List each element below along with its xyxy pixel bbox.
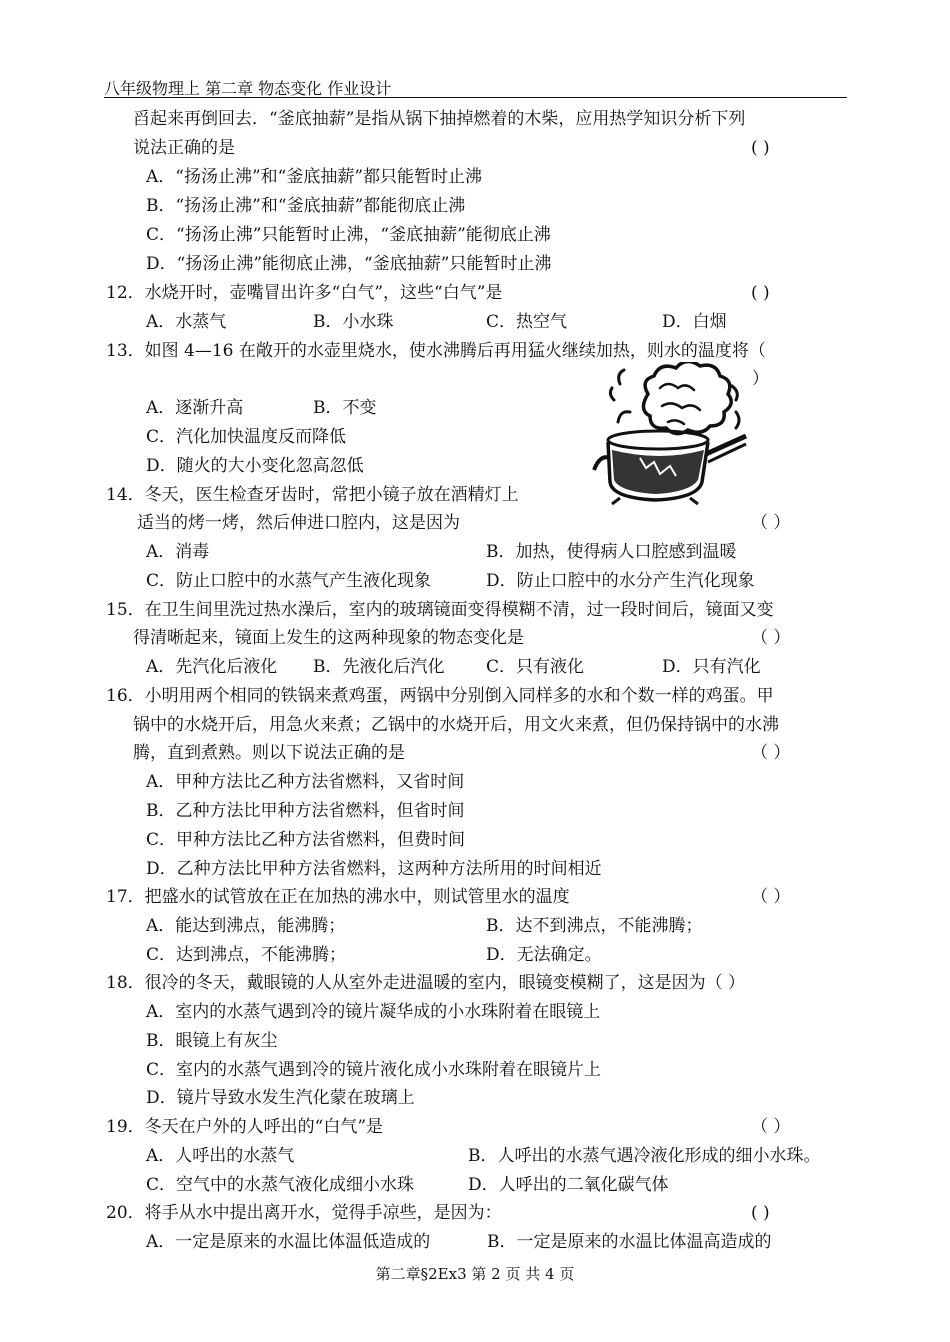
q18-stem: 18．很冷的冬天，戴眼镜的人从室外走进温暖的室内，眼镜变模糊了，这是因为（ ） — [106, 973, 746, 993]
q13-option-d: D．随火的大小变化忽高忽低 — [146, 456, 364, 476]
q19-option-d: D．人呼出的二氧化碳气体 — [468, 1175, 669, 1195]
q17-stem: 17．把盛水的试管放在正在加热的沸水中，则试管里水的温度 — [106, 887, 570, 907]
q13-option-a: A．逐渐升高 — [146, 398, 244, 418]
q18-option-c: C．室内的水蒸气遇到冷的镜片液化成小水珠附着在眼镜片上 — [146, 1060, 602, 1080]
q18-option-b: B．眼镜上有灰尘 — [146, 1031, 278, 1051]
q17-answer-paren: （ ） — [751, 887, 791, 907]
q13-answer-paren-close: ） — [752, 369, 769, 389]
q19-option-c: C．空气中的水蒸气液化成细小水珠 — [146, 1175, 415, 1195]
boiling-kettle-figure — [590, 362, 750, 506]
q12-answer-paren: ( ) — [751, 283, 770, 303]
q18-option-d: D．镜片导致水发生汽化蒙在玻璃上 — [146, 1088, 415, 1108]
q12-option-a: A．水蒸气 — [146, 312, 227, 332]
q17-option-d: D．无法确定。 — [486, 945, 602, 965]
q11-option-d: D．“扬汤止沸”能彻底止沸，“釜底抽薪”只能暂时止沸 — [146, 254, 552, 274]
q20-option-b: B．一定是原来的水温比体温高造成的 — [487, 1232, 772, 1252]
q13-option-b: B．不变 — [313, 398, 377, 418]
q16-stem-line2: 锅中的水烧开后，用急火来煮；乙锅中的水烧开后，用文火来煮，但仍保持锅中的水沸 — [133, 715, 779, 735]
q15-answer-paren: （ ） — [751, 628, 791, 648]
q11-answer-paren: ( ) — [751, 138, 770, 158]
q17-option-a: A．能达到沸点，能沸腾； — [146, 916, 346, 936]
q13-stem: 13．如图 4—16 在敞开的水壶里烧水，使水沸腾后再用猛火继续加热，则水的温度将（ — [106, 341, 766, 361]
q20-answer-paren: ( ) — [751, 1203, 770, 1223]
q12-option-d: D．白烟 — [662, 312, 727, 332]
q16-answer-paren: （ ） — [751, 743, 791, 763]
q19-answer-paren: （ ） — [751, 1117, 791, 1137]
q15-stem-line1: 15．在卫生间里洗过热水澡后，室内的玻璃镜面变得模糊不清，过一段时间后，镜面又变 — [106, 600, 774, 620]
q19-option-b: B．人呼出的水蒸气遇冷液化形成的细小水珠。 — [468, 1146, 821, 1166]
q15-option-a: A．先汽化后液化 — [146, 657, 278, 677]
q11-option-b: B．“扬汤止沸”和“釜底抽薪”都能彻底止沸 — [146, 196, 466, 216]
q14-stem-line1: 14．冬天，医生检查牙齿时，常把小镜子放在酒精灯上 — [106, 485, 519, 505]
q15-stem-line2: 得清晰起来，镜面上发生的这两种现象的物态变化是 — [133, 628, 524, 648]
q11-option-c: C．“扬汤止沸”只能暂时止沸，“釜底抽薪”能彻底止沸 — [146, 225, 551, 245]
q11-stem-line1: 舀起来再倒回去．“釜底抽薪”是指从锅下抽掉燃着的木柴，应用热学知识分析下列 — [133, 109, 746, 129]
q19-option-a: A．人呼出的水蒸气 — [146, 1146, 295, 1166]
q16-option-b: B．乙种方法比甲种方法省燃料，但省时间 — [146, 801, 465, 821]
q16-option-a: A．甲种方法比乙种方法省燃料，又省时间 — [146, 772, 465, 792]
header-rule — [104, 97, 847, 98]
q12-option-c: C．热空气 — [486, 312, 568, 332]
q12-option-b: B．小水珠 — [313, 312, 394, 332]
page-header: 八年级物理上 第二章 物态变化 作业设计 — [104, 79, 392, 98]
q17-option-b: B．达不到沸点，不能沸腾； — [486, 916, 703, 936]
q16-stem-line3: 腾，直到煮熟。则以下说法正确的是 — [133, 743, 405, 763]
q14-option-c: C．防止口腔中的水蒸气产生液化现象 — [146, 571, 432, 591]
q14-option-d: D．防止口腔中的水分产生汽化现象 — [486, 571, 755, 591]
q15-option-d: D．只有汽化 — [662, 657, 761, 677]
q16-stem-line1: 16．小明用两个相同的铁锅来煮鸡蛋，两锅中分别倒入同样多的水和个数一样的鸡蛋。甲 — [106, 686, 774, 706]
q15-option-c: C．只有液化 — [486, 657, 585, 677]
page-footer: 第二章§2Ex3 第 2 页 共 4 页 — [375, 1265, 575, 1283]
q20-option-a: A．一定是原来的水温比体温低造成的 — [146, 1232, 431, 1252]
q19-stem: 19．冬天在户外的人呼出的“白气”是 — [106, 1117, 384, 1137]
q18-option-a: A．室内的水蒸气遇到冷的镜片凝华成的小水珠附着在眼镜上 — [146, 1002, 601, 1022]
q14-option-b: B．加热，使得病人口腔感到温暖 — [486, 542, 737, 562]
q14-stem-line2: 适当的烤一烤，然后伸进口腔内，这是因为 — [137, 513, 460, 533]
q14-answer-paren: （ ） — [751, 513, 791, 533]
q16-option-c: C．甲种方法比乙种方法省燃料，但费时间 — [146, 830, 466, 850]
q13-option-c: C．汽化加快温度反而降低 — [146, 427, 347, 447]
q17-option-c: C．达到沸点，不能沸腾； — [146, 945, 347, 965]
q11-option-a: A．“扬汤止沸”和“釜底抽薪”都只能暂时止沸 — [146, 167, 483, 187]
q16-option-d: D．乙种方法比甲种方法省燃料，这两种方法所用的时间相近 — [146, 859, 602, 879]
q14-option-a: A．消毒 — [146, 542, 210, 562]
q20-stem: 20．将手从水中提出离开水，觉得手凉些，是因为： — [106, 1203, 502, 1223]
q11-stem-line2: 说法正确的是 — [133, 138, 235, 158]
q12-stem: 12．水烧开时，壶嘴冒出许多“白气”，这些“白气”是 — [106, 283, 503, 303]
q15-option-b: B．先液化后汽化 — [313, 657, 445, 677]
